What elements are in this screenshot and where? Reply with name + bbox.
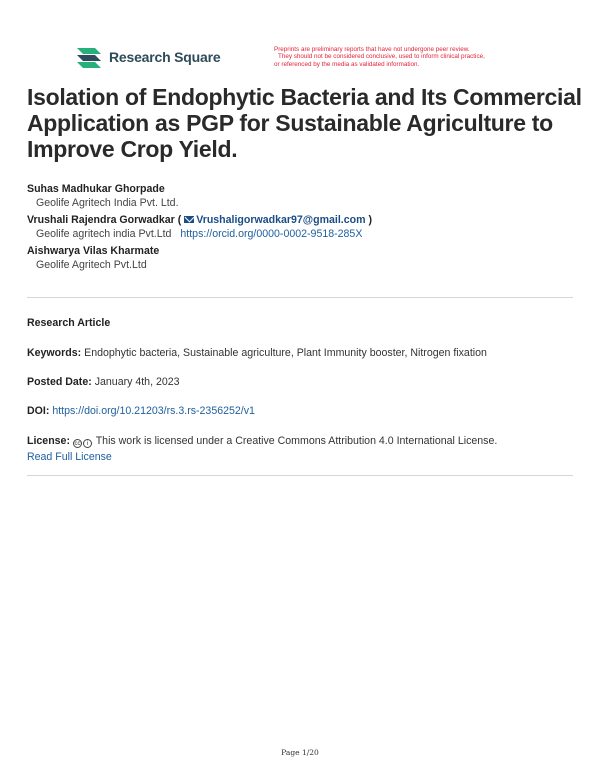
keywords-line [27, 347, 577, 359]
author-affiliation: Geolife Agritech Pvt.Ltd [36, 259, 147, 271]
author-affiliation [27, 227, 577, 242]
author-email-group: ( Vrushaligorwadkar97@gmail.com ) [177, 214, 373, 226]
research-square-logo-icon [75, 46, 103, 68]
author-affiliation: Geolife Agritech India Pvt. Ltd. [36, 197, 179, 209]
logo-text [109, 49, 220, 65]
page-number: Page 1/20 [281, 748, 319, 757]
author-email-link[interactable]: Vrushaligorwadkar97@gmail.com [196, 214, 366, 226]
orcid-link[interactable]: https://orcid.org/0000-0002-9518-285X [180, 228, 363, 240]
posted-date-value: January 4th, 2023 [94, 376, 180, 388]
attribution-icon: i [83, 439, 92, 448]
header [75, 46, 575, 76]
cc-icon: cc [74, 441, 81, 447]
read-full-license-link[interactable]: Read Full License [27, 451, 112, 463]
doi-label: DOI: [27, 405, 50, 417]
author-name-text: Vrushali Rajendra Gorwadkar [27, 214, 175, 226]
keywords-label: Keywords: [27, 347, 82, 359]
author-list [27, 180, 577, 273]
divider [27, 475, 573, 476]
logo-text-research: Research [109, 49, 171, 65]
doi-line [27, 405, 577, 417]
logo-text-square: Square [174, 49, 221, 65]
keywords-value: Endophytic bacteria, Sustainable agriculture, Plant Immunity booster, Nitrogen fixation [84, 347, 487, 359]
notice-line: They should not be considered conclusive, used to inform clinical practice, [278, 53, 485, 61]
notice-line: or referenced by the media as validated information. [274, 60, 420, 68]
mail-icon [184, 216, 194, 223]
research-square-logo[interactable] [75, 46, 220, 68]
article-type-text: Research Article [27, 317, 111, 329]
doi-link[interactable]: https://doi.org/10.21203/rs.3.rs-2356252/v1 [52, 405, 255, 417]
posted-date-label: Posted Date: [27, 376, 92, 388]
divider [27, 297, 573, 298]
license-line [27, 435, 577, 463]
notice-line: Preprints are preliminary reports that have not undergone peer review. [274, 46, 470, 53]
posted-date-line [27, 376, 577, 388]
author-affiliation-text: Geolife agritech india Pvt.Ltd [36, 228, 172, 240]
author-name: Suhas Madhukar Ghorpade [27, 183, 165, 195]
author-name: Aishwarya Vilas Kharmate [27, 245, 160, 257]
article-type [27, 317, 577, 329]
license-label: License: [27, 435, 70, 447]
license-text: This work is licensed under a Creative Commons Attribution 4.0 International License. [95, 435, 498, 447]
preprint-notice [274, 46, 574, 68]
author-name [27, 213, 577, 227]
paper-title: Isolation of Endophytic Bacteria and Its Commercial Application as PGP for Sustainable Agriculture to Improve Crop Yield. [27, 84, 582, 162]
